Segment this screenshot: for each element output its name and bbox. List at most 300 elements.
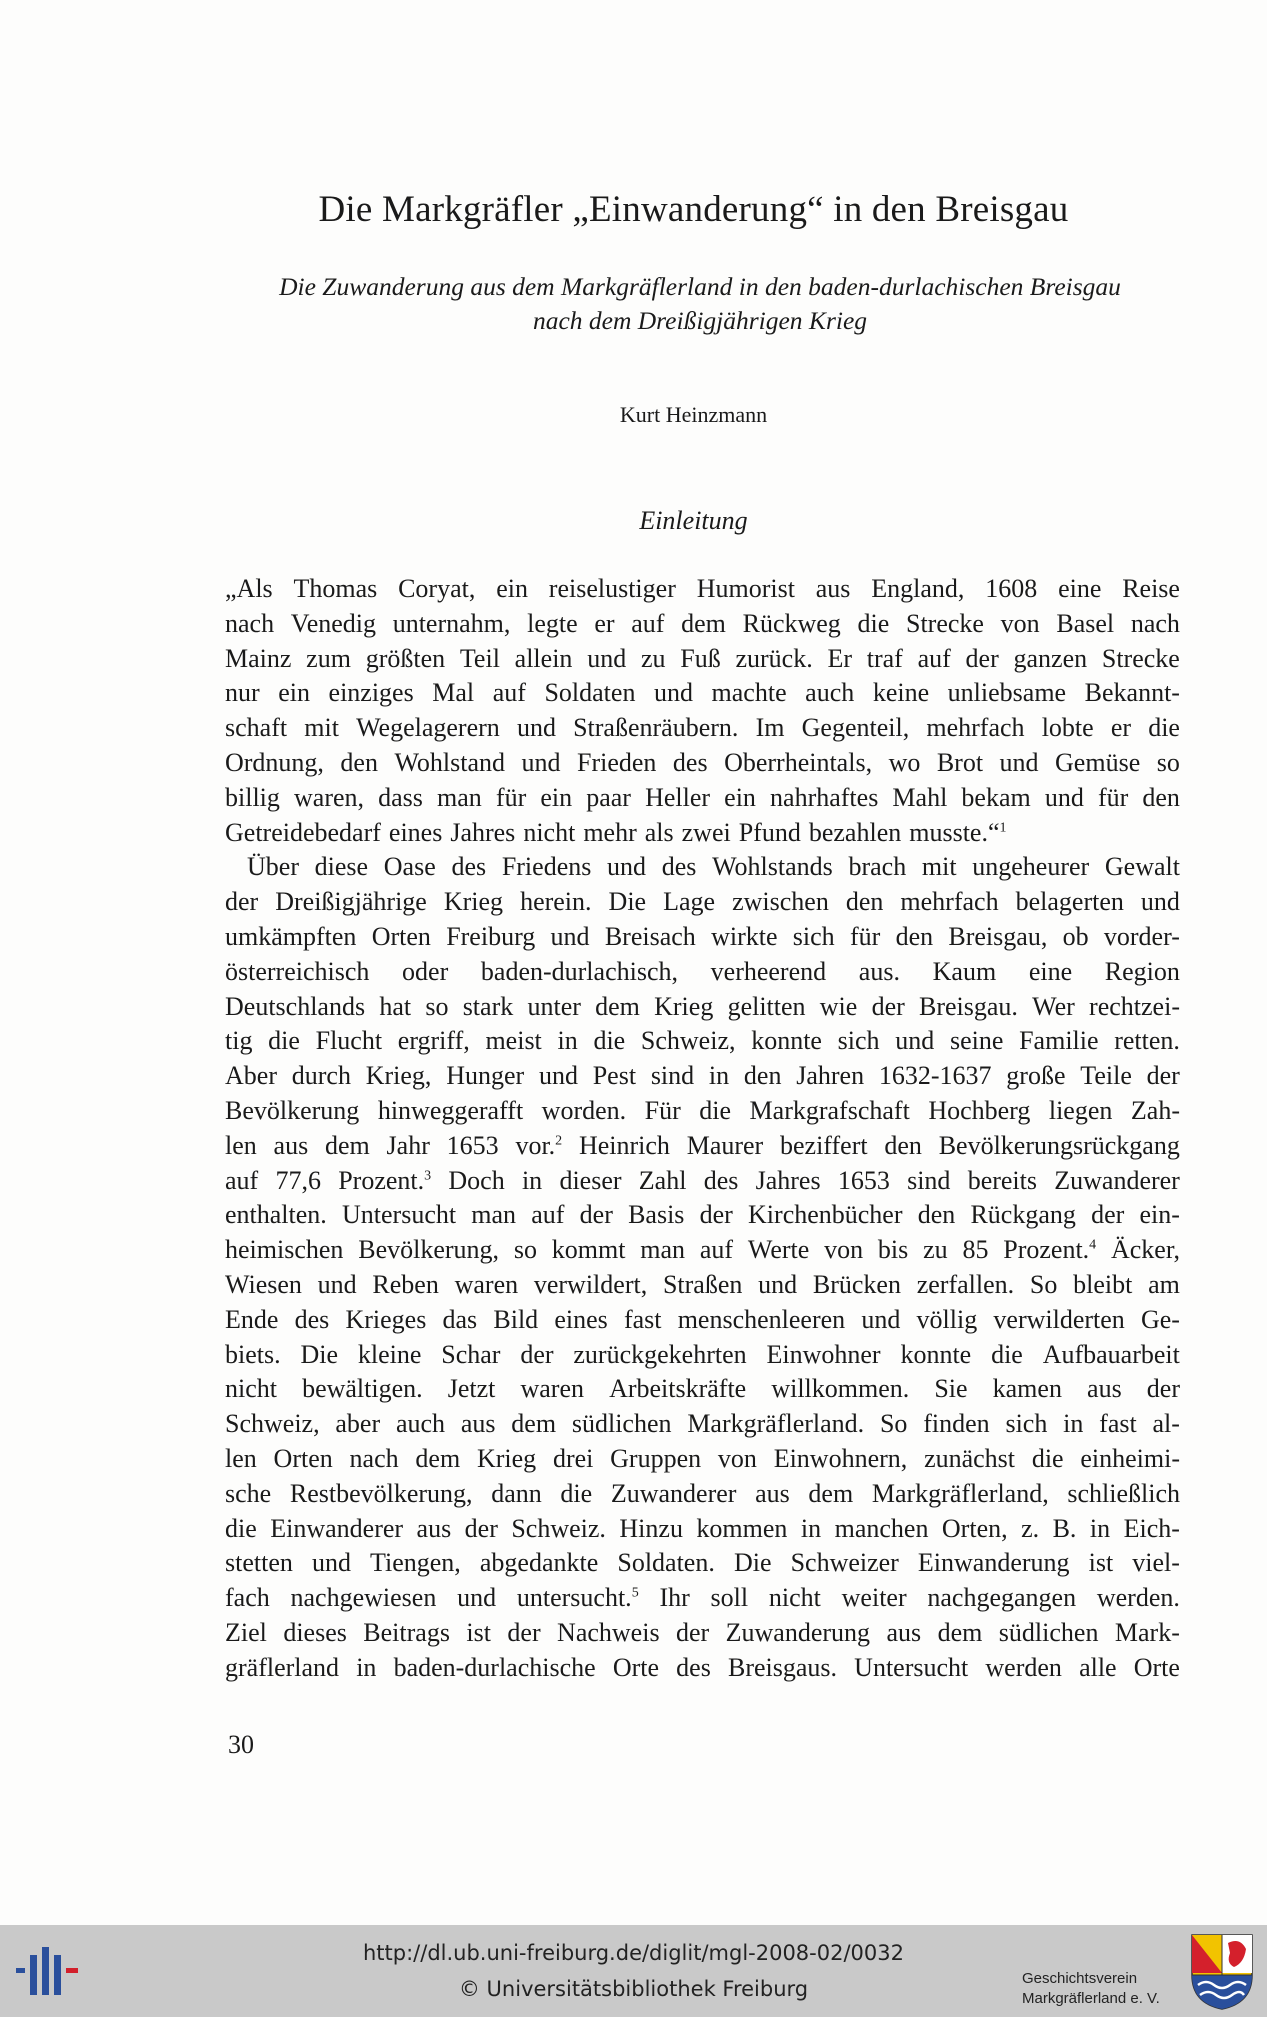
page-number: 30 bbox=[228, 1730, 254, 1759]
word: werden bbox=[985, 1652, 1062, 1682]
word: Tiengen, bbox=[370, 1548, 461, 1578]
word: die bbox=[268, 1026, 300, 1056]
body-line bbox=[225, 676, 1180, 711]
body-line bbox=[225, 955, 1180, 990]
word: Flucht bbox=[315, 1026, 383, 1056]
footnote-marker[interactable]: 2 bbox=[555, 1133, 563, 1149]
word: len bbox=[225, 1443, 257, 1473]
word: und bbox=[861, 1304, 901, 1334]
word: Zuwanderer bbox=[1054, 1165, 1180, 1195]
word: kommen bbox=[696, 1513, 788, 1543]
word: Strecke bbox=[1101, 643, 1180, 673]
body-line bbox=[225, 1233, 1180, 1268]
word: der bbox=[1146, 1374, 1180, 1404]
word: ist bbox=[466, 1617, 491, 1647]
word: dieses bbox=[283, 1617, 347, 1647]
word: auf bbox=[492, 678, 526, 708]
word: Hochberg bbox=[928, 1095, 1031, 1125]
body-line bbox=[225, 920, 1180, 955]
word: ganzen bbox=[1013, 643, 1088, 673]
word: aber bbox=[335, 1409, 381, 1439]
word: mehr bbox=[583, 817, 637, 847]
word: zerfallen. bbox=[916, 1269, 1015, 1299]
subtitle-line: nach dem Dreißigjährigen Krieg bbox=[532, 306, 868, 335]
word: Schweiz, bbox=[225, 1409, 320, 1439]
word: machte bbox=[711, 678, 787, 708]
word: wo bbox=[888, 747, 921, 777]
body-line bbox=[225, 746, 1180, 781]
word: Jahren bbox=[796, 1061, 865, 1091]
word: willkommen. bbox=[771, 1374, 910, 1404]
word: der bbox=[699, 1200, 733, 1230]
word: Jahres bbox=[450, 817, 516, 847]
word: Kirchenbücher bbox=[748, 1200, 903, 1230]
word: sind bbox=[650, 1061, 695, 1091]
word: die bbox=[1031, 1443, 1064, 1473]
word: ein- bbox=[1139, 1200, 1180, 1230]
word: paar bbox=[586, 782, 631, 812]
word: nachgegangen bbox=[927, 1583, 1077, 1613]
word: aus bbox=[755, 1478, 790, 1508]
word: dem bbox=[681, 608, 726, 638]
word: heimischen bbox=[225, 1235, 344, 1265]
word: dem bbox=[325, 1130, 370, 1160]
word: Schar bbox=[441, 1339, 501, 1369]
word: in bbox=[800, 1513, 822, 1543]
body-line bbox=[225, 1442, 1180, 1477]
word: Orte bbox=[1133, 1652, 1180, 1682]
word: ergriff, bbox=[397, 1026, 470, 1056]
word: abgedankte bbox=[479, 1548, 599, 1578]
word: am bbox=[1148, 1269, 1180, 1299]
word: des bbox=[672, 747, 708, 777]
word: Teile bbox=[1080, 1061, 1132, 1091]
word: 85 bbox=[962, 1235, 989, 1265]
word: Soldaten bbox=[544, 678, 636, 708]
body-line bbox=[225, 1303, 1180, 1338]
word: nach bbox=[349, 1443, 399, 1473]
word: und bbox=[895, 1026, 935, 1056]
word: auch bbox=[395, 1409, 446, 1439]
section-heading: Einleitung bbox=[639, 506, 748, 535]
word: Zahl bbox=[638, 1165, 687, 1195]
word: Hinzu bbox=[619, 1513, 683, 1543]
word: Für bbox=[644, 1095, 681, 1125]
word: Wiesen bbox=[225, 1269, 302, 1299]
body-line bbox=[225, 1338, 1180, 1373]
word: wie bbox=[819, 991, 858, 1021]
word: Zah- bbox=[1130, 1095, 1180, 1125]
word: legte bbox=[527, 608, 578, 638]
word: Straßen bbox=[662, 1269, 743, 1299]
word: Brot bbox=[936, 747, 984, 777]
word: Familie bbox=[1019, 1026, 1099, 1056]
word: Orte bbox=[612, 1652, 660, 1682]
word: des bbox=[661, 852, 697, 882]
word: bereits bbox=[967, 1165, 1037, 1195]
word: tig bbox=[225, 1026, 253, 1056]
word: von bbox=[1000, 608, 1040, 638]
word: zu bbox=[640, 643, 666, 673]
word: 1653 bbox=[446, 1130, 499, 1160]
word: bezahlen bbox=[808, 817, 902, 847]
word: Venedig bbox=[290, 608, 376, 638]
word: für bbox=[849, 921, 881, 951]
word: der bbox=[1146, 1061, 1180, 1091]
word: Doch bbox=[448, 1165, 505, 1195]
word: kommt bbox=[551, 1235, 626, 1265]
word: Rückgang bbox=[970, 1200, 1076, 1230]
word: eine bbox=[1058, 574, 1102, 603]
word: baden-durlachisch, bbox=[480, 956, 678, 986]
word: und bbox=[587, 643, 627, 673]
word: ist bbox=[1088, 1548, 1114, 1578]
word: sich bbox=[792, 921, 835, 951]
body-line bbox=[225, 1512, 1180, 1547]
document-subtitle bbox=[200, 270, 1200, 338]
word: verheerend bbox=[710, 956, 827, 986]
body-line bbox=[225, 642, 1180, 677]
word: Krieg bbox=[476, 1443, 537, 1473]
word: Gewalt bbox=[1104, 852, 1180, 882]
body-line bbox=[225, 1094, 1180, 1129]
word: große bbox=[1006, 1061, 1066, 1091]
word: Basel bbox=[1056, 608, 1115, 638]
word: musste.“$^1$ bbox=[909, 817, 1007, 847]
word: des bbox=[676, 1652, 711, 1682]
word: Deutschlands bbox=[225, 991, 366, 1021]
body-line bbox=[225, 607, 1180, 642]
word: baden-durlachische bbox=[393, 1652, 596, 1682]
word: Gegenteil, bbox=[801, 713, 910, 743]
word: Prozent.$^3$ bbox=[338, 1165, 432, 1195]
word: die bbox=[991, 1339, 1023, 1369]
word: und bbox=[1044, 782, 1084, 812]
word: billig bbox=[225, 782, 280, 812]
word: ein bbox=[496, 574, 528, 603]
word: so bbox=[425, 991, 449, 1021]
word: fach bbox=[225, 1583, 270, 1613]
word: dass bbox=[378, 782, 423, 812]
word: Zuwanderung bbox=[725, 1617, 871, 1647]
word: größten bbox=[365, 643, 446, 673]
word: Jahr bbox=[386, 1130, 430, 1160]
word: sich bbox=[1005, 1409, 1048, 1439]
word: werden. bbox=[1096, 1583, 1180, 1613]
word: Prozent.$^4$ bbox=[1003, 1235, 1097, 1265]
word: Sie bbox=[934, 1374, 968, 1404]
word: und bbox=[550, 921, 590, 951]
footnote-marker[interactable]: 5 bbox=[631, 1585, 639, 1601]
word: oder bbox=[402, 956, 449, 986]
word: die bbox=[593, 1026, 626, 1056]
word: Schweiz, bbox=[640, 1026, 736, 1056]
body-line bbox=[225, 1198, 1180, 1233]
word: dem bbox=[415, 1443, 461, 1473]
word: manchen bbox=[834, 1513, 929, 1543]
word: alle bbox=[1079, 1652, 1117, 1682]
word: von bbox=[824, 1235, 864, 1265]
body-line bbox=[225, 1477, 1180, 1512]
word: und bbox=[607, 852, 647, 882]
word: Oase bbox=[383, 852, 436, 882]
word: 1608 bbox=[985, 574, 1038, 603]
word: nach bbox=[1130, 608, 1180, 638]
word: fast bbox=[623, 1304, 662, 1334]
word: und bbox=[538, 1061, 578, 1091]
word: rechtzei- bbox=[1089, 991, 1180, 1021]
word: unternahm, bbox=[392, 608, 511, 638]
word: zwischen bbox=[732, 887, 829, 917]
word: Strecke bbox=[905, 608, 984, 638]
word: so bbox=[513, 1235, 537, 1265]
word: Schweizer bbox=[790, 1548, 899, 1578]
word: Über bbox=[247, 852, 299, 882]
word: sich bbox=[837, 1026, 880, 1056]
word: Region bbox=[1104, 956, 1180, 986]
word: Gruppen bbox=[610, 1443, 702, 1473]
word: gelitten bbox=[727, 991, 806, 1021]
word: Markgrafschaft bbox=[749, 1095, 910, 1125]
body-line bbox=[225, 1407, 1180, 1442]
word: belagerten bbox=[1015, 887, 1124, 917]
word: England, bbox=[871, 574, 965, 603]
word: Einwohnern, bbox=[773, 1443, 908, 1473]
document-title: Die Markgräfler „Einwanderung“ in den Breisgau bbox=[318, 189, 1069, 230]
word: Wer bbox=[1032, 991, 1075, 1021]
word: Basis bbox=[628, 1200, 685, 1230]
word: bewältigen. bbox=[302, 1374, 423, 1404]
word: und bbox=[758, 1269, 798, 1299]
word: menschenleeren bbox=[677, 1304, 846, 1334]
word: Breisgau, bbox=[948, 921, 1048, 951]
footer-url[interactable]: http://dl.ub.uni-freiburg.de/diglit/mgl-2008-02/0032 bbox=[362, 1941, 904, 1965]
word: Krieg bbox=[654, 991, 714, 1021]
word: den bbox=[895, 921, 934, 951]
word: allein bbox=[514, 643, 573, 673]
word: wirkte bbox=[711, 921, 778, 951]
word: auf bbox=[531, 1200, 565, 1230]
word: in bbox=[521, 1165, 543, 1195]
word: auf bbox=[631, 608, 665, 638]
body-line bbox=[225, 885, 1180, 920]
word: der bbox=[965, 643, 999, 673]
markgraeflerland-crest-icon bbox=[1190, 1933, 1254, 2011]
word: vorder- bbox=[1103, 921, 1180, 951]
word: lobte bbox=[1041, 713, 1094, 743]
word: für bbox=[1097, 782, 1129, 812]
word: gräflerland bbox=[225, 1652, 340, 1682]
word: nicht bbox=[768, 1583, 821, 1613]
word: die bbox=[1148, 713, 1180, 743]
word: die bbox=[857, 608, 890, 638]
word: mehrfach bbox=[926, 713, 1025, 743]
word: der bbox=[676, 1617, 710, 1647]
word: Einwanderung bbox=[917, 1548, 1070, 1578]
word: Mal bbox=[432, 678, 475, 708]
word: Aufbauarbeit bbox=[1042, 1339, 1180, 1369]
word: von bbox=[717, 1443, 757, 1473]
word: brach bbox=[848, 852, 907, 882]
word: Friedens bbox=[501, 852, 592, 882]
word: für bbox=[495, 782, 527, 812]
word: den bbox=[917, 1200, 956, 1230]
word: 77,6 bbox=[275, 1165, 321, 1195]
word: des bbox=[703, 1165, 739, 1195]
word: Einwanderer bbox=[270, 1513, 404, 1543]
word: auch bbox=[805, 678, 855, 708]
word: viel- bbox=[1132, 1548, 1180, 1578]
word: verwilderten bbox=[993, 1304, 1125, 1334]
word: aus bbox=[460, 1409, 496, 1439]
body-text bbox=[225, 572, 1180, 1686]
word: So bbox=[1029, 1269, 1058, 1299]
word: ein bbox=[724, 782, 756, 812]
word: dieser bbox=[559, 1165, 622, 1195]
word: Arbeitskräfte bbox=[609, 1374, 747, 1404]
word: So bbox=[879, 1409, 908, 1439]
word: Frieden bbox=[577, 747, 657, 777]
word: der bbox=[871, 991, 905, 1021]
word: und bbox=[999, 747, 1039, 777]
word: Jahres bbox=[755, 1165, 821, 1195]
word: stetten bbox=[225, 1548, 293, 1578]
word: zwei bbox=[681, 817, 731, 847]
word: kleine bbox=[357, 1339, 422, 1369]
body-line bbox=[225, 1546, 1180, 1581]
word: eines bbox=[554, 1304, 608, 1334]
word: nicht bbox=[225, 1374, 277, 1404]
word: waren bbox=[454, 1269, 519, 1299]
footnote-marker[interactable]: 4 bbox=[1089, 1237, 1097, 1253]
word: die bbox=[225, 1513, 257, 1543]
word: dem bbox=[937, 1617, 983, 1647]
word: Die bbox=[733, 1548, 772, 1578]
word: Orten, bbox=[941, 1513, 1008, 1543]
word: Lage bbox=[663, 887, 716, 917]
word: bis bbox=[877, 1235, 909, 1265]
word: meist bbox=[485, 1026, 542, 1056]
word: Reise bbox=[1122, 574, 1180, 603]
word: Beitrags bbox=[363, 1617, 450, 1647]
word: konnte bbox=[751, 1026, 822, 1056]
word: waren bbox=[520, 1374, 584, 1404]
word: untersucht.$^5$ bbox=[516, 1583, 639, 1613]
word: und bbox=[521, 747, 561, 777]
word: zu bbox=[923, 1235, 948, 1265]
word: konnte bbox=[900, 1339, 972, 1369]
word: weiter bbox=[841, 1583, 907, 1613]
word: Maurer bbox=[686, 1130, 764, 1160]
word: stark bbox=[462, 991, 514, 1021]
word: dem bbox=[595, 991, 640, 1021]
word: den bbox=[743, 1061, 782, 1091]
word: vor.$^2$ bbox=[515, 1130, 563, 1160]
word: er bbox=[594, 608, 615, 638]
word: Krieg bbox=[443, 887, 504, 917]
word: nach bbox=[225, 608, 275, 638]
word: fast bbox=[1099, 1409, 1137, 1439]
body-line bbox=[225, 1581, 1180, 1616]
body-line bbox=[225, 572, 1180, 607]
word: in bbox=[708, 1061, 730, 1091]
word: einheimi- bbox=[1080, 1443, 1180, 1473]
word: Ziel bbox=[225, 1617, 267, 1647]
word: Bevölkerung, bbox=[358, 1235, 500, 1265]
word: Ende bbox=[225, 1304, 279, 1334]
word: man bbox=[640, 1235, 686, 1265]
word: zum bbox=[306, 643, 351, 673]
word: Soldaten. bbox=[617, 1548, 715, 1578]
word: österreichisch bbox=[225, 956, 370, 986]
word: z. bbox=[1021, 1513, 1040, 1543]
word: der bbox=[520, 1339, 554, 1369]
word: auf bbox=[225, 1165, 259, 1195]
word: bekam bbox=[961, 782, 1031, 812]
body-line bbox=[225, 1268, 1180, 1303]
word: unliebsame bbox=[947, 678, 1067, 708]
word: Pfund bbox=[738, 817, 801, 847]
word: Mark- bbox=[1114, 1617, 1180, 1647]
word: aus bbox=[1087, 1374, 1122, 1404]
word: so bbox=[1156, 747, 1180, 777]
word: beziffert bbox=[780, 1130, 868, 1160]
body-line bbox=[225, 816, 1180, 851]
footnote-marker[interactable]: 1 bbox=[999, 819, 1007, 835]
word: herein. bbox=[520, 887, 592, 917]
word: hat bbox=[379, 991, 412, 1021]
word: des bbox=[294, 1304, 330, 1334]
word: eine bbox=[1028, 956, 1073, 986]
word: Jetzt bbox=[447, 1374, 496, 1404]
word: Dreißigjährige bbox=[275, 887, 427, 917]
word: in bbox=[356, 1652, 377, 1682]
word: len bbox=[225, 1130, 257, 1160]
word: ein bbox=[278, 678, 310, 708]
word: aus bbox=[886, 1617, 922, 1647]
word: unter bbox=[527, 991, 581, 1021]
word: Getreidebedarf bbox=[225, 817, 381, 847]
body-line bbox=[225, 1372, 1180, 1407]
word: Die bbox=[608, 887, 647, 917]
word: Straßenräubern. bbox=[573, 713, 739, 743]
word: durch bbox=[291, 1061, 351, 1091]
word: Heinrich bbox=[578, 1130, 670, 1160]
word: die bbox=[699, 1095, 732, 1125]
word: dem bbox=[808, 1478, 854, 1508]
word: Werte bbox=[747, 1235, 810, 1265]
word: waren, bbox=[294, 782, 365, 812]
author-name: Kurt Heinzmann bbox=[619, 402, 768, 427]
word: Ge- bbox=[1140, 1304, 1180, 1334]
word: einziges bbox=[328, 678, 414, 708]
word: mit bbox=[304, 713, 339, 743]
society-line: Geschichtsverein bbox=[1022, 1970, 1138, 1987]
body-line bbox=[225, 781, 1180, 816]
word: enthalten. bbox=[225, 1200, 327, 1230]
word: al- bbox=[1152, 1409, 1180, 1439]
word: den bbox=[1142, 782, 1180, 812]
word: nachgewiesen bbox=[290, 1583, 437, 1613]
word: verwildert, bbox=[533, 1269, 648, 1299]
word: ein bbox=[540, 782, 573, 812]
word: Nachweis bbox=[557, 1617, 660, 1647]
footnote-marker[interactable]: 3 bbox=[424, 1167, 432, 1183]
word: Eich- bbox=[1123, 1513, 1180, 1543]
word: mehrfach bbox=[900, 887, 999, 917]
word: reiselustiger bbox=[548, 574, 676, 603]
word: zurück. bbox=[735, 643, 813, 673]
